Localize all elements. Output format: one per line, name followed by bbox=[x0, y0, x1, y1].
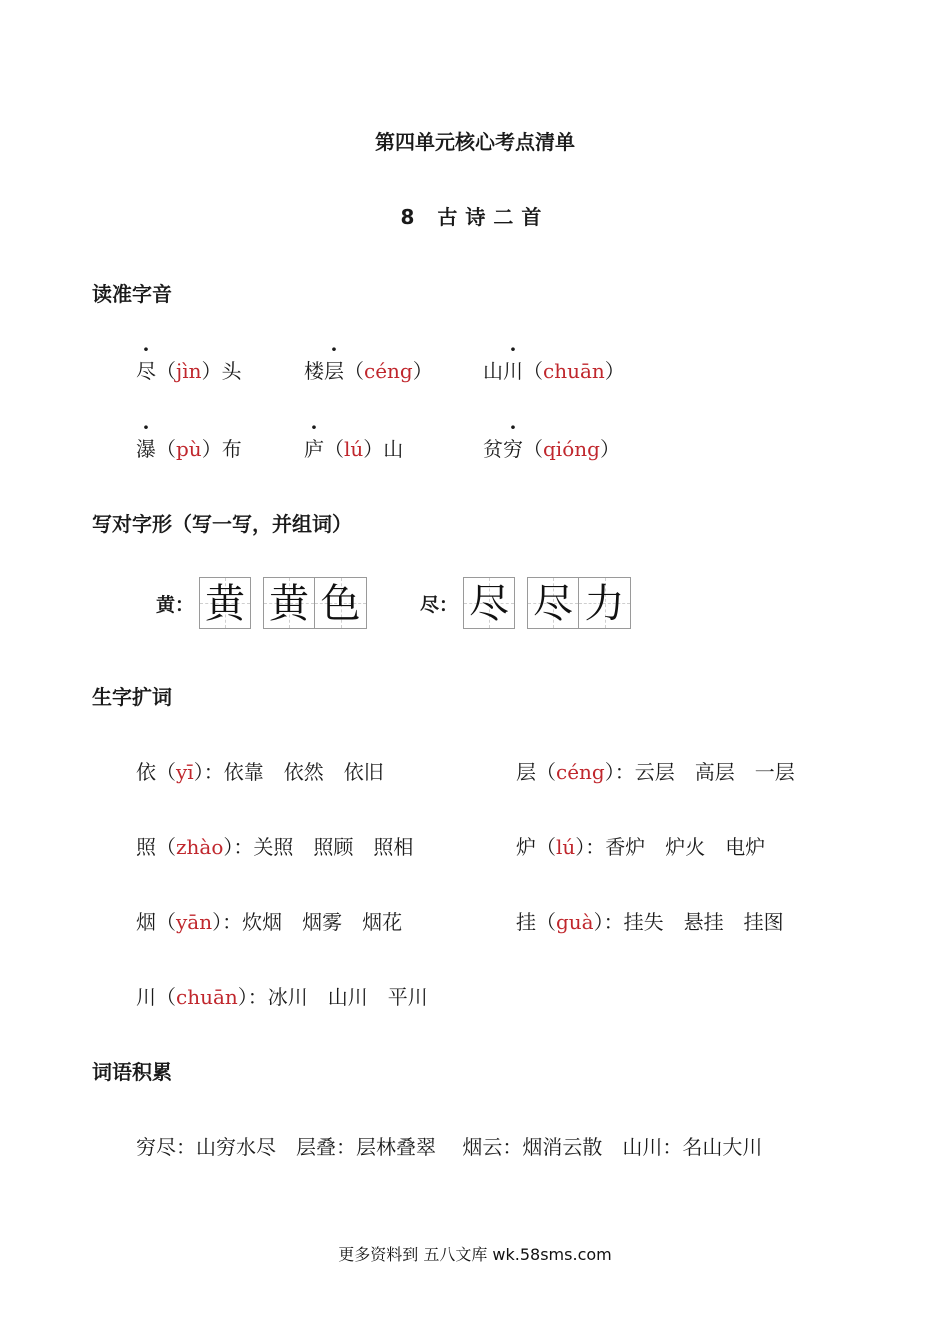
lesson-title: 8 古诗二首 bbox=[400, 205, 550, 229]
dotted-char: 川 bbox=[503, 359, 523, 383]
pinyin: chuān bbox=[176, 985, 238, 1009]
pinyin: chuān bbox=[543, 359, 605, 383]
expansion-words: 冰川 山川 平川 bbox=[267, 985, 428, 1009]
expansion-item: 烟（yān）：炊烟 烟雾 烟花 bbox=[136, 910, 403, 934]
pinyin: guà bbox=[556, 910, 594, 934]
dotted-char: 层 bbox=[324, 359, 344, 383]
expansion-words: 依靠 依然 依旧 bbox=[223, 760, 384, 784]
expansion-item: 层（céng）：云层 高层 一层 bbox=[516, 760, 795, 784]
expansion-words: 香炉 炉火 电炉 bbox=[605, 835, 766, 859]
pron-prefix: 贫 bbox=[483, 437, 503, 461]
pinyin: jìn bbox=[176, 359, 202, 383]
pron-item: 庐（lú）山 bbox=[304, 433, 403, 462]
writing-label: 黄： bbox=[156, 594, 195, 616]
pron-item: 瀑（pù）布 bbox=[136, 433, 242, 462]
vocabulary-line: 穷尽：山穷水尽 层叠：层林叠翠 烟云：烟消云散 山川：名山大川 bbox=[136, 1135, 763, 1159]
page-title: 第四单元核心考点清单 bbox=[375, 130, 575, 154]
pron-suffix: 布 bbox=[221, 437, 242, 461]
writing-grid-word bbox=[527, 577, 631, 629]
pron-suffix: 山 bbox=[383, 437, 404, 461]
writing-cell: 尽 bbox=[527, 577, 579, 629]
dotted-char: 尽 bbox=[136, 359, 156, 383]
dotted-char: 穷 bbox=[503, 437, 523, 461]
pron-prefix: 楼 bbox=[304, 359, 324, 383]
expansion-item: 炉（lú）：香炉 炉火 电炉 bbox=[516, 835, 766, 859]
expansion-words: 云层 高层 一层 bbox=[634, 760, 795, 784]
expansion-words: 挂失 悬挂 挂图 bbox=[623, 910, 784, 934]
pinyin: lú bbox=[556, 835, 576, 859]
expansion-item: 依（yī）：依靠 依然 依旧 bbox=[136, 760, 384, 784]
section-heading-pronunciation: 读准字音 bbox=[92, 282, 172, 306]
pron-prefix: 山 bbox=[483, 359, 503, 383]
writing-grid-word bbox=[263, 577, 367, 629]
writing-grid-single bbox=[463, 577, 515, 629]
pron-item: 尽（jìn）头 bbox=[136, 355, 241, 384]
expansion-item: 挂（guà）：挂失 悬挂 挂图 bbox=[516, 910, 784, 934]
writing-cell: 色 bbox=[315, 577, 367, 629]
section-heading-writing: 写对字形（写一写，并组词） bbox=[92, 512, 352, 536]
pron-suffix: 头 bbox=[221, 359, 242, 383]
writing-grid-single bbox=[199, 577, 251, 629]
expansion-words: 炊烟 烟雾 烟花 bbox=[242, 910, 403, 934]
expansion-words: 关照 照顾 照相 bbox=[253, 835, 414, 859]
pron-item: 山川（chuān） bbox=[483, 355, 625, 384]
dotted-char: 瀑 bbox=[136, 437, 156, 461]
footer-link[interactable]: 更多资料到 五八文库 wk.58sms.com bbox=[338, 1245, 612, 1264]
writing-cell: 尽 bbox=[463, 577, 515, 629]
dotted-char: 庐 bbox=[304, 437, 324, 461]
writing-label: 尽： bbox=[420, 594, 459, 616]
pinyin: céng bbox=[364, 359, 413, 383]
writing-cell: 黄 bbox=[263, 577, 315, 629]
expansion-item: 照（zhào）：关照 照顾 照相 bbox=[136, 835, 414, 859]
pinyin: lú bbox=[344, 437, 364, 461]
writing-cell: 黄 bbox=[199, 577, 251, 629]
pinyin: yī bbox=[176, 760, 194, 784]
pinyin: pù bbox=[176, 437, 202, 461]
pinyin: céng bbox=[556, 760, 605, 784]
section-heading-vocabulary: 词语积累 bbox=[92, 1060, 172, 1084]
pinyin: yān bbox=[176, 910, 213, 934]
section-heading-expansion: 生字扩词 bbox=[92, 685, 172, 709]
pinyin: zhào bbox=[176, 835, 224, 859]
pron-item: 贫穷（qióng） bbox=[483, 433, 620, 462]
expansion-item: 川（chuān）：冰川 山川 平川 bbox=[136, 985, 428, 1009]
writing-cell: 力 bbox=[579, 577, 631, 629]
pron-item: 楼层（céng） bbox=[304, 355, 433, 384]
pinyin: qióng bbox=[543, 437, 600, 461]
